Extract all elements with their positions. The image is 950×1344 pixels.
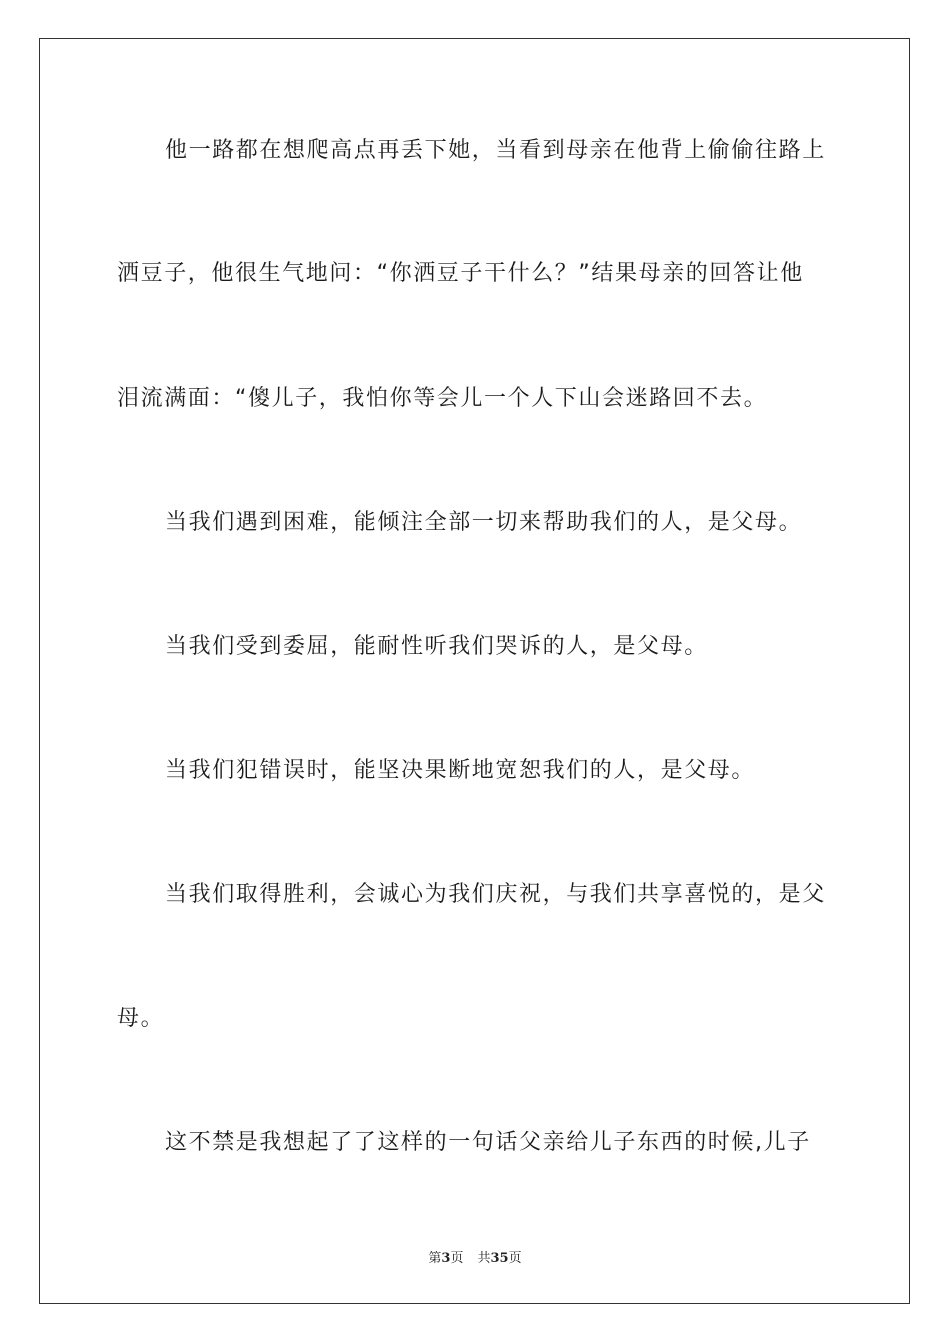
paragraph-line-4: 当我们遇到困难，能倾注全部一切来帮助我们的人，是父母。 — [165, 510, 803, 535]
paragraph-line-7: 当我们取得胜利，会诚心为我们庆祝，与我们共享喜悦的，是父 — [165, 882, 826, 907]
page-footer — [0, 1247, 950, 1266]
footer-page-total: 35 — [490, 1251, 509, 1266]
paragraph-line-3: 泪流满面：“傻儿子，我怕你等会儿一个人下山会迷路回不去。 — [117, 386, 768, 411]
footer-total-prefix: 共 — [477, 1251, 491, 1266]
footer-page-current: 3 — [441, 1251, 451, 1266]
paragraph-line-9: 这不禁是我想起了了这样的一句话父亲给儿子东西的时候,儿子 — [165, 1130, 811, 1155]
paragraph-line-2: 洒豆子，他很生气地问：“你洒豆子干什么？”结果母亲的回答让他 — [117, 261, 804, 286]
paragraph-line-8: 母。 — [117, 1006, 165, 1031]
page-border — [39, 38, 910, 1304]
footer-total-suffix: 页 — [508, 1251, 522, 1266]
paragraph-line-5: 当我们受到委屈，能耐性听我们哭诉的人，是父母。 — [165, 634, 708, 659]
paragraph-line-1: 他一路都在想爬高点再丢下她，当看到母亲在他背上偷偷往路上 — [165, 138, 826, 163]
paragraph-line-6: 当我们犯错误时，能坚决果断地宽恕我们的人，是父母。 — [165, 758, 756, 783]
footer-page-suffix: 页 — [450, 1251, 464, 1266]
footer-page-prefix: 第 — [428, 1251, 442, 1266]
